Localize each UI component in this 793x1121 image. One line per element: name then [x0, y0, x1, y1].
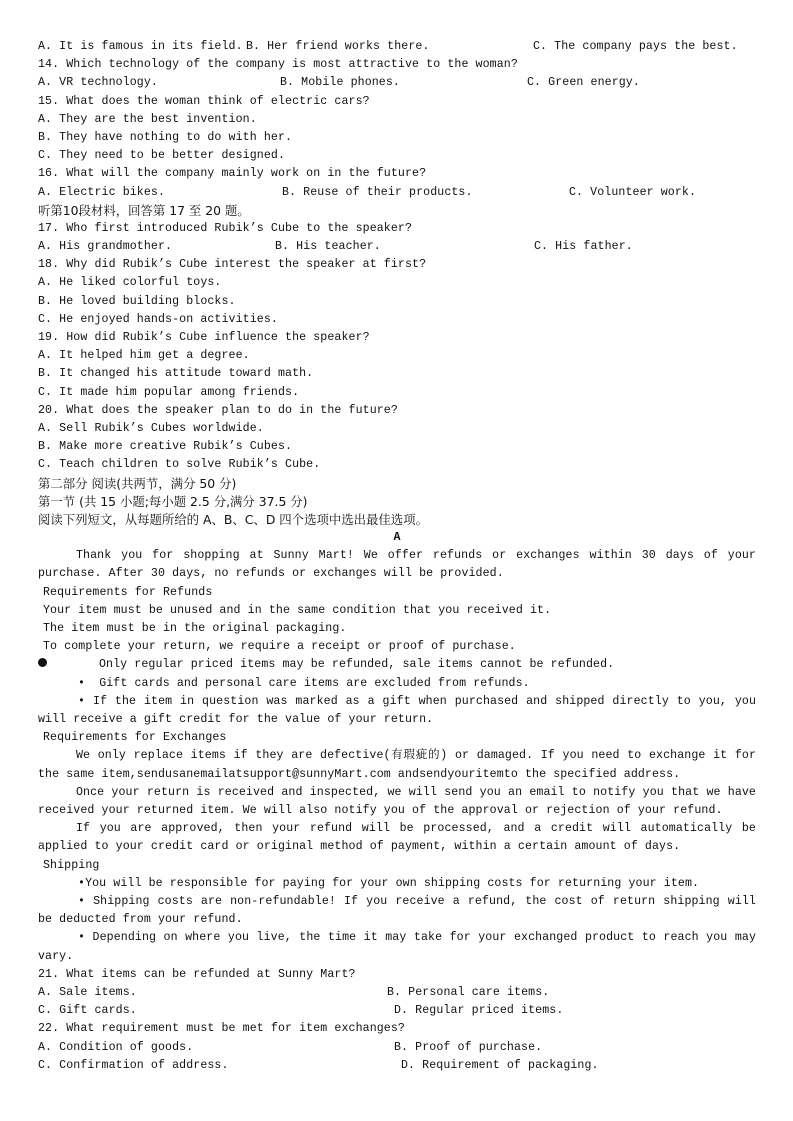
- q17-options: [38, 238, 756, 256]
- shipping-heading: Shipping: [43, 858, 100, 872]
- q15-option-a: A. They are the best invention.: [38, 112, 257, 126]
- small-bullet-icon: •: [78, 676, 100, 690]
- q22-option-b: B. Proof of purchase.: [394, 1040, 543, 1054]
- small-bullet-icon: •: [78, 931, 93, 945]
- exchange-paragraph-2: Once your return is received and inspected, we will send you an email to notify you that we have received your returned item. We will also notify you of the approval or rejection of your refund.: [38, 785, 756, 817]
- exchange-paragraph-1: [38, 747, 756, 783]
- refund-requirement-3: To complete your return, we require a receipt or proof of purchase.: [43, 640, 516, 654]
- part2-heading: 第二部分 阅读(共两节，满分 50 分): [38, 475, 237, 491]
- q15-option-c: C. They need to be better designed.: [38, 149, 286, 163]
- q20-option-b: B. Make more creative Rubik’s Cubes.: [38, 440, 293, 454]
- q21-option-c: C. Gift cards.: [38, 1004, 137, 1018]
- exchange-paragraph-3: If you are approved, then your refund will be processed, and a credit will automatically be applied to your credit card or original method of payment, within a certain amount of days.: [38, 822, 756, 854]
- shipping-bullet-2: [38, 893, 756, 929]
- shipping-bullet-1: [38, 875, 756, 893]
- q20-option-c: C. Teach children to solve Rubik’s Cube.: [38, 458, 321, 472]
- q22-stem: 22. What requirement must be met for item exchanges?: [38, 1022, 405, 1036]
- q13-option-c: C. The company pays the best.: [533, 40, 738, 53]
- q22-options-row1: [38, 1039, 756, 1057]
- q14-options: [38, 74, 756, 92]
- refund-bullet-2: [38, 675, 756, 693]
- section10-instruction: 听第10段材料，回答第 17 至 20 题。: [38, 202, 250, 218]
- q18-option-c: C. He enjoyed hands-on activities.: [38, 312, 278, 326]
- q19-option-c: C. It made him popular among friends.: [38, 385, 300, 399]
- refund-bullet-1: [38, 656, 756, 674]
- passage-letter: A: [393, 531, 401, 545]
- q21-option-a: A. Sale items.: [38, 985, 137, 999]
- q16-option-c: C. Volunteer work.: [569, 185, 697, 199]
- shipping-bullet-3: [38, 929, 756, 965]
- section1-heading: 第一节 (共 15 小题;每小题 2.5 分,满分 37.5 分): [38, 493, 308, 509]
- q17-option-b: B. His teacher.: [275, 240, 381, 254]
- refund-bullet-3: [38, 693, 756, 729]
- q13-options: [38, 38, 756, 56]
- q22-options-row2: [38, 1057, 756, 1075]
- q16-option-a: A. Electric bikes.: [38, 185, 166, 199]
- q15-stem: 15. What does the woman think of electric cars?: [38, 94, 370, 108]
- q20-stem: 20. What does the speaker plan to do in the future?: [38, 403, 398, 417]
- refund-bullet-1-text: Only regular priced items may be refunded, sale items cannot be refunded.: [99, 658, 615, 672]
- q14-option-c: C. Green energy.: [527, 76, 640, 90]
- q20-option-a: A. Sell Rubik’s Cubes worldwide.: [38, 421, 264, 435]
- q22-option-d: D. Requirement of packaging.: [401, 1058, 599, 1072]
- q17-stem: 17. Who first introduced Rubik’s Cube to the speaker?: [38, 221, 413, 235]
- refund-requirement-2: The item must be in the original packaging.: [43, 622, 347, 636]
- small-bullet-icon: •: [78, 876, 86, 890]
- refund-bullet-2-text: Gift cards and personal care items are excluded from refunds.: [99, 676, 530, 690]
- reading-instruction: 阅读下列短文，从每题所给的 A、B、C、D 四个选项中选出最佳选项。: [38, 511, 428, 527]
- shipping-bullet-2-text: Shipping costs are non-refundable! If you receive a refund, the cost of return shipping will be deducted from your refund.: [38, 894, 756, 927]
- q15-option-b: B. They have nothing to do with her.: [38, 130, 293, 144]
- exam-page: [38, 38, 756, 1075]
- q22-option-a: A. Condition of goods.: [38, 1040, 194, 1054]
- q18-option-a: A. He liked colorful toys.: [38, 276, 222, 290]
- q19-stem: 19. How did Rubik’s Cube influence the speaker?: [38, 331, 370, 344]
- passage-intro: Thank you for shopping at Sunny Mart! We offer refunds or exchanges within 30 days of your purchase. After 30 days, no refunds or exchanges will be provided.: [38, 549, 756, 581]
- small-bullet-icon: •: [78, 894, 94, 908]
- q16-stem: 16. What will the company mainly work on in the future?: [38, 167, 427, 181]
- shipping-bullet-3-text: Depending on where you live, the time it may take for your exchanged product to reach you may vary.: [38, 931, 756, 963]
- q21-stem: 21. What items can be refunded at Sunny Mart?: [38, 967, 356, 981]
- q18-stem: 18. Why did Rubik’s Cube interest the speaker at first?: [38, 258, 427, 272]
- q14-stem: 14. Which technology of the company is most attractive to the woman?: [38, 58, 518, 72]
- q19-option-b: B. It changed his attitude toward math.: [38, 367, 314, 381]
- q17-option-c: C. His father.: [534, 240, 633, 254]
- q22-option-c: C. Confirmation of address.: [38, 1058, 229, 1072]
- exchange-paragraph-1-text: We only replace items if they are defective(有瑕疵的) or damaged. If you need to exchange it for the same item,sendusanemailatsupport@sunnyMart.com andsendyouritemto the specified address.: [38, 749, 756, 781]
- bullet-icon: [38, 658, 47, 667]
- q17-option-a: A. His grandmother.: [38, 240, 173, 254]
- small-bullet-icon: •: [78, 694, 93, 708]
- shipping-bullet-1-text: You will be responsible for paying for your own shipping costs for returning your item.: [85, 876, 700, 890]
- q16-option-b: B. Reuse of their products.: [282, 185, 473, 199]
- q21-option-b: B. Personal care items.: [387, 985, 550, 999]
- refund-requirement-1: Your item must be unused and in the same condition that you received it.: [43, 603, 552, 617]
- q13-option-a: A. It is famous in its field.: [38, 40, 243, 53]
- q16-options: [38, 184, 756, 202]
- q18-option-b: B. He loved building blocks.: [38, 294, 236, 308]
- q21-options-row1: [38, 984, 756, 1002]
- q21-option-d: D. Regular priced items.: [394, 1004, 564, 1018]
- q13-option-b: B. Her friend works there.: [246, 40, 430, 53]
- exchanges-heading: Requirements for Exchanges: [43, 731, 227, 745]
- q14-option-b: B. Mobile phones.: [280, 76, 400, 90]
- refunds-heading: Requirements for Refunds: [43, 585, 213, 599]
- q19-option-a: A. It helped him get a degree.: [38, 349, 250, 363]
- refund-bullet-3-text: If the item in question was marked as a gift when purchased and shipped directly to you, you will receive a gift credit for the value of your return.: [38, 694, 756, 726]
- q14-option-a: A. VR technology.: [38, 76, 158, 90]
- q21-options-row2: [38, 1002, 756, 1020]
